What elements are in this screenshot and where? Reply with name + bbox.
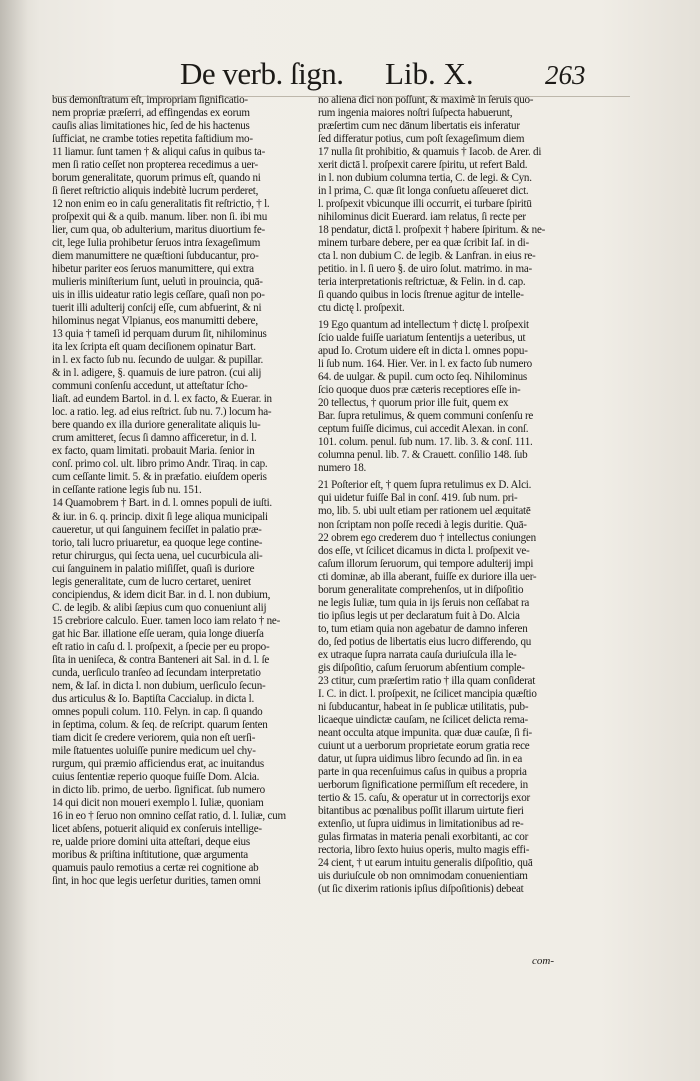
text-line: retur chirurgus, qui ſecta uena, uel cucurbicula ali- (52, 549, 263, 562)
text-line: diem manumittere ne quæſtioni ſubducantur, pro- (52, 250, 259, 263)
text-line: in ſeptima, colum. & ſeq. de reſcript. quarum ſenten (52, 718, 268, 731)
text-line: rum ingenia maiores noſtri ſuſpecta habuerunt, (318, 107, 513, 120)
text-line: hibetur pariter eos ſeruos manumittere, qui extra (52, 263, 254, 276)
text-line: cum ceſſante limit. 5. & in præfatio. eiuſdem operis (52, 471, 267, 484)
text-line: ceptum fuiſſe dicimus, cui accedit Alexan. in conſ. (318, 423, 529, 436)
text-line: numero 18. (318, 462, 367, 475)
text-line: loc. a ratio. leg. ad eius reſtrict. ſub nu. 7.) locum ha- (52, 406, 272, 419)
text-line: apud Io. Crotum uidere eſt in dicta l. omnes popu- (318, 345, 528, 358)
text-line: cti dominæ, ab illa aberant, fuiſſe ex duriore illa uer- (318, 570, 537, 583)
text-line: nem propriæ præſerri, ad effingendas ex eorum (52, 107, 250, 120)
text-line: ſi quando quibus in locis ſtrenue agitur de intelle- (318, 289, 524, 302)
text-line: ctu dictę l. proſpexit. (318, 302, 405, 315)
text-line: 18 pendatur, dictā l. proſpexit † habere ſpiritum. & ne- (318, 224, 546, 237)
text-line: in l prima, C. quæ ſit longa conſuetu aſſeueret dict. (318, 185, 529, 198)
text-line: cta l. non dubium C. de legib. & Lanfran. in eius re- (318, 250, 536, 263)
text-line: 15 crebriore calculo. Euer. tamen loco iam relato † ne- (52, 614, 281, 627)
text-line: do, ſed potius de libertatis eius lucro differendo, qu (318, 635, 532, 648)
text-line: l. proſpexit vbicunque illi occurrit, ei turbare ſpiritū (318, 198, 532, 211)
text-line: nihilominus dicit Euerard. iam relatus, ſi recte per (318, 211, 526, 224)
text-line: & in l. adigere, §. quamuis de iure patron. (cui alij (52, 367, 262, 380)
text-line: uis duriuſcule ob non omnimodam conuenientiam (318, 869, 528, 882)
text-line: licet abſens, potuerit aliquid ex conſeruis intellige- (52, 822, 262, 835)
text-line: 64. de uulgar. & pupil. cum octo ſeq. Nihilominus (318, 371, 527, 384)
text-line: (ut ſic dixerim rationis ipſius diſpoſitionis) debeat (318, 882, 524, 895)
text-line: rurgum, qui præmio afficiendus erat, ac inuitandus (52, 757, 264, 770)
text-line: 101. colum. penul. ſub num. 17. lib. 3. & conſ. 111. (318, 436, 533, 449)
text-line: hilominus negat Vlpianus, eos manumitti debere, (52, 315, 258, 328)
text-line: I. C. in dict. l. proſpexit, ne ſcilicet mancipia quæſtio (318, 687, 537, 700)
text-line: conſ. primo col. ult. libro primo Andr. Tiraq. in cap. (52, 458, 268, 471)
text-line: datur, ut ſupra uidimus libro ſecundo ad ſin. in ea (318, 752, 523, 765)
text-line: tertio & 15. caſu, & operatur ut in correctorijs exor (318, 791, 530, 804)
text-line: 11 liamur. ſunt tamen † & aliqui caſus in quibus ta- (52, 146, 266, 159)
text-line: bere quando ex illa duriore generalitate aliquis lu- (52, 419, 261, 432)
text-line: cuius ſententiæ reperio quoque fuiſſe Dom. Alcia. (52, 770, 260, 783)
text-line: minem turbare debere, per ea quæ ſcribit Iaſ. in di- (318, 237, 529, 250)
text-line: crum amitteret, ſecus ſi damno afficeretur, in d. l. (52, 432, 257, 445)
page-number: 263 (545, 60, 586, 90)
text-line: dos eſſe, vt ſcilicet dicamus in dicta l. proſpexit ve- (318, 544, 530, 557)
text-line: 24 cient, † ut earum intuitu generalis diſpoſitio, quā (318, 856, 533, 869)
running-header (180, 56, 620, 96)
text-line: legis generalitate, cum de lucro certaret, ueniret (52, 575, 251, 588)
text-line: ne legis Iuliæ, tum quia in ijs ſeruis non ceſſabat ra (318, 596, 530, 609)
text-line: tio ipſius legis ut per declaratum fuit à Do. Alcia (318, 609, 520, 622)
text-line: xerit dictā l. proſpexit carere ſpiritu, ut refert Bald. (318, 159, 528, 172)
text-line: non ſcriptam non poſſe recedi à legis duritie. Quā- (318, 518, 527, 531)
text-line: ſita in ueniſeca, & contra Banteneri ait Sal. in d. l. ſe (52, 653, 270, 666)
text-line: communi conſenſu accedunt, ut atteſtatur ſcho- (52, 380, 248, 393)
text-line: præſertim cum nec dānum libertatis eis inferatur (318, 120, 520, 133)
text-line: ſed differatur potius, cum poſt ſexageſimum diem (318, 133, 525, 146)
text-line: & iur. in 6. q. princip. dixit ſi lege aliqua municipali (52, 510, 268, 523)
text-line: 13 quia † tameſi id perquam durum ſit, nihilominus (52, 328, 267, 341)
text-line: nem, & Iaſ. in dicta l. non dubium, uerſiculo ſecun- (52, 679, 266, 692)
text-line: cit, lege Iulia prohibetur ſeruos intra ſexageſimum (52, 237, 261, 250)
text-line: proſpexit qui & a quib. manum. liber. non ſi. ibi mu (52, 211, 268, 224)
text-line: in dicto lib. primo, de uerbo. ſignificat. ſub numero (52, 783, 265, 796)
text-line: 16 in eo † ſeruo non omnino ceſſat ratio, d. l. Iuliæ, cum (52, 809, 286, 822)
text-line: torio, tali lucro priuaretur, ea quoque lege contine- (52, 536, 263, 549)
text-line: concipiendus, & idem dicit Bar. in d. l. non dubium, (52, 588, 271, 601)
text-line: ſcio quoque duos præ cæteris receptiores eſſe in- (318, 384, 521, 397)
text-line: gulas firmatas in materia penali exorbitanti, ac cor (318, 830, 529, 843)
text-line: ſufficiat, ne crambe toties repetita faſtidium mo- (52, 133, 253, 146)
text-line: caueretur, ut qui ſanguinem feciſſet in palatio præ- (52, 523, 262, 536)
text-line: petitio. in l. ſi uero §. de uiro ſolut. matrimo. in ma- (318, 263, 533, 276)
text-line: 22 obrem ego crederem duo † intellectus coniungen (318, 531, 536, 544)
text-line: cui ſanguinem in palatio miſiſſet, quaſi is duriore (52, 562, 255, 575)
text-line: ſcio ualde fuiſſe uariatum ſententijs a ueteribus, ut (318, 332, 526, 345)
text-line: dus articulus & Io. Baptiſta Caccialup. in dicta l. (52, 692, 254, 705)
gutter-shadow (0, 0, 28, 1081)
text-line: uis in illis uideatur ratio legis ceſſare, quaſi non po- (52, 289, 265, 302)
text-line: tuerit illi adulterij conſcij eſſe, cum abfuerint, & ni (52, 302, 262, 315)
text-line: extenſio, ut ſupra uidimus in limitationibus ad re- (318, 817, 524, 830)
text-line: caſum illorum ſeruorum, qui tempore adulterij impi (318, 557, 534, 570)
text-line: gis diſpoſitio, caſum ſeruorum abſentium comple- (318, 661, 525, 674)
text-line: quamuis paulo remotius a certæ rei cognitione ab (52, 861, 259, 874)
text-line: 17 nulla ſit prohibitio, & quamuis † Iacob. de Arer. di (318, 146, 542, 159)
text-line: 14 Quamobrem † Bart. in d. l. omnes populi de iuſti. (52, 497, 272, 510)
text-line: ni ſubducantur, habeat in ſe publicæ utilitatis, pub- (318, 700, 529, 713)
text-line: parte in qua recenſuimus caſus in quibus a propria (318, 765, 527, 778)
text-line: uerborum ſignificatione permiſſum eſt recedere, in (318, 778, 528, 791)
text-line: omnes populi colum. 110. Felyn. in cap. ſi quando (52, 705, 263, 718)
text-line: in l. ex facto ſub nu. ſecundo de uulgar. & pupillar. (52, 354, 264, 367)
text-line: gat hic Bar. illatione eſſe ueram, quia longe diuerſa (52, 627, 264, 640)
text-line: in l. non dubium columna tertia, C. de legi. & Cyn. (318, 172, 532, 185)
catchword: com- (532, 955, 554, 967)
text-line: bus demonſtratum eſt, impropriam ſignificatio- (52, 94, 248, 106)
text-line: moribus & priſtina inſtitutione, quæ argumenta (52, 848, 248, 861)
text-line: tiam dicit ſe credere veriorem, quia non eſt uerſi- (52, 731, 256, 744)
text-line: men ſi ratio ceſſet non propterea recedimus a uer- (52, 159, 258, 172)
text-line: borum generalitate comprehenſos, ut in diſpoſitio (318, 583, 524, 596)
text-line: re, ualde priore domini uita atteſtari, deque eius (52, 835, 250, 848)
text-line: 19 Ego quantum ad intellectum † dictę l. proſpexit (318, 319, 529, 332)
text-line: teria interpretationis reſtrictuæ, & Felin. in d. cap. (318, 276, 526, 289)
text-line: C. de legib. & alibi ſæpius cum quo conueniunt alij (52, 601, 267, 614)
text-line: li ſub num. 164. Hier. Ver. in l. ex facto ſub numero (318, 358, 532, 371)
text-line: ex facto, quam limitati. probauit Maria. ſenior in (52, 445, 255, 458)
text-line: bitantibus ac pœnalibus poſſit illarum uirtute fieri (318, 804, 524, 817)
text-line: ex utraque ſupra narrata cauſa duriuſcula illa le- (318, 648, 517, 661)
text-line: 12 non enim eo in caſu generalitatis fit reſtrictio, † l. (52, 198, 270, 211)
book-label: Lib. X. (385, 56, 474, 91)
text-line: liaſt. ad eundem Bartol. in d. l. ex facto, & Euerar. in (52, 393, 272, 406)
text-line: no aliena dici non poſſunt, & maximè in ſeruis quo- (318, 94, 534, 106)
text-line: licaeque uindictæ cauſam, ne ſcilicet delicta rema- (318, 713, 528, 726)
text-line: lier, cum qua, ob adulterium, maritus diuortium fe- (52, 224, 265, 237)
text-line: ita lex ſcripta eſt quam deciſionem opinatur Bart. (52, 341, 256, 354)
text-line: neant occulta atque impunita. quæ duæ cauſæ, ſi fi- (318, 726, 533, 739)
text-line: 23 ctitur, cum præſertim ratio † illa quam conſiderat (318, 674, 536, 687)
running-title: De verb. ſign. (180, 56, 344, 91)
text-line: cunda, uerſiculo tranſeo ad ſecundam interpretatio (52, 666, 261, 679)
text-line: mo, lib. 5. ubi uult etiam per rationem uel æquitatē (318, 505, 531, 518)
text-line: Bar. ſupra retulimus, & quem communi conſenſu re (318, 410, 534, 423)
text-line: to, tum etiam quia non agebatur de damno inferen (318, 622, 528, 635)
text-line: 20 tellectus, † quorum prior ille fuit, quem ex (318, 397, 509, 410)
right-column (318, 94, 610, 896)
text-line: cuiunt ut a uerborum proprietate eorum gratia rece (318, 739, 530, 752)
text-line: ſint, in hoc que legis uerſetur durities, tamen omni (52, 874, 261, 887)
text-line: mulieris miniſterium ſunt, uelutì in prouincia, quā- (52, 276, 263, 289)
left-column (52, 94, 312, 888)
text-line: cauſis alias limitationes hic, ſed de his hactenus (52, 120, 250, 133)
text-line: rectoria, libro ſexto huius operis, multo magis effi- (318, 843, 530, 856)
text-line: columna penul. lib. 7. & Crauett. conſilio 148. ſub (318, 449, 528, 462)
text-line: borum generalitate, quorum primus eſt, quando ni (52, 172, 261, 185)
text-line: in ceſſante ratione legis ſub nu. 151. (52, 484, 202, 497)
text-line: qui uidetur fuiſſe Bal in conſ. 419. ſub num. pri- (318, 492, 518, 505)
text-line: 14 qui dicit non moueri exemplo l. Iuliæ, quoniam (52, 796, 264, 809)
text-line: eſt ratio in caſu d. l. proſpexit, a ſpecie per eu propo- (52, 640, 270, 653)
text-line: 21 Poſterior eſt, † quem ſupra retulimus ex D. Alci. (318, 479, 532, 492)
text-line: mile ſtatuentes uoluiſſe punire medicum uel chy- (52, 744, 256, 757)
text-line: ſi ſieret reſtrictio aliquis indebitè lucrum perderet, (52, 185, 259, 198)
